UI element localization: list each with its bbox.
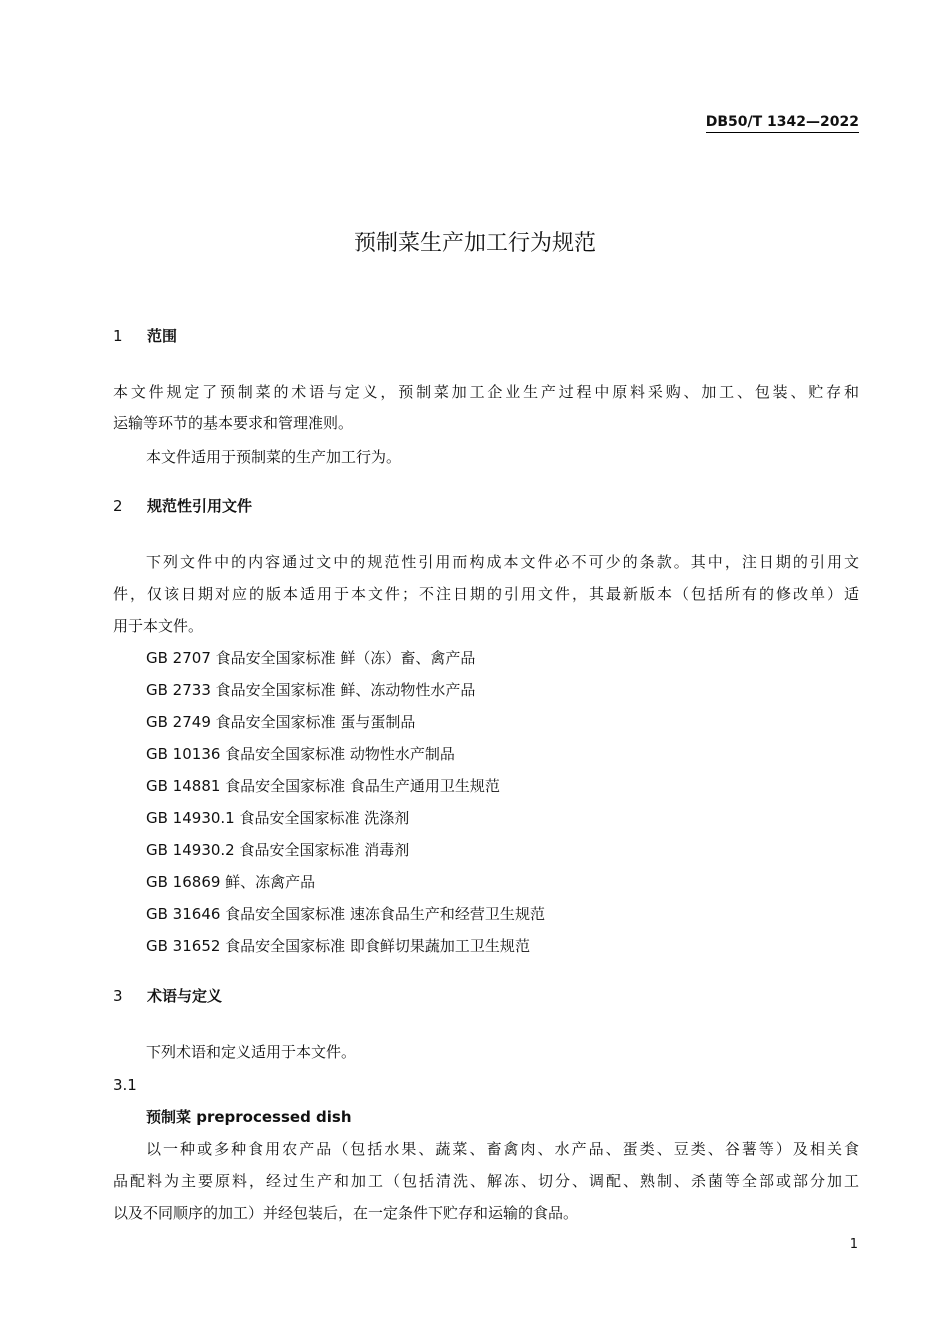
section-number: 2: [113, 497, 123, 515]
section-title: 术语与定义: [147, 987, 223, 1005]
definition-line: 以一种或多种食用农产品（包括水果、蔬菜、畜禽肉、水产品、蛋类、豆类、谷薯等）及相关食: [146, 1140, 859, 1158]
paragraph-line: 件，仅该日期对应的版本适用于本文件；不注日期的引用文件，其最新版本（包括所有的修改单）适: [113, 585, 859, 603]
reference-item: GB 10136 食品安全国家标准 动物性水产制品: [146, 745, 455, 763]
section-heading-2: [113, 496, 252, 516]
reference-item: GB 2749 食品安全国家标准 蛋与蛋制品: [146, 713, 416, 731]
reference-item: GB 14881 食品安全国家标准 食品生产通用卫生规范: [146, 777, 500, 795]
term-heading: 预制菜 preprocessed dish: [146, 1108, 352, 1126]
document-code: DB50/T 1342—2022: [706, 114, 859, 133]
page-number: 1: [849, 1237, 858, 1252]
section-number: 1: [113, 327, 123, 345]
paragraph: 下列术语和定义适用于本文件。: [146, 1043, 357, 1061]
section-title: 规范性引用文件: [147, 497, 253, 515]
paragraph-line: 运输等环节的基本要求和管理准则。: [113, 414, 354, 432]
definition-line: 以及不同顺序的加工）并经包装后，在一定条件下贮存和运输的食品。: [113, 1204, 579, 1222]
reference-item: GB 2733 食品安全国家标准 鲜、冻动物性水产品: [146, 681, 476, 699]
section-heading-1: [113, 326, 177, 346]
section-title: 范围: [147, 327, 178, 345]
document-title: 预制菜生产加工行为规范: [353, 231, 596, 256]
reference-item: GB 16869 鲜、冻禽产品: [146, 873, 316, 891]
paragraph-line: 用于本文件。: [113, 617, 204, 635]
paragraph-line: 本文件规定了预制菜的术语与定义，预制菜加工企业生产过程中原料采购、加工、包装、贮存和: [113, 383, 859, 401]
reference-item: GB 2707 食品安全国家标准 鲜（冻）畜、禽产品: [146, 649, 476, 667]
subsection-number: 3.1: [113, 1076, 137, 1094]
reference-item: GB 31646 食品安全国家标准 速冻食品生产和经营卫生规范: [146, 905, 545, 923]
definition-line: 品配料为主要原料，经过生产和加工（包括清洗、解冻、切分、调配、熟制、杀菌等全部或部分加工: [113, 1172, 859, 1190]
reference-item: GB 14930.1 食品安全国家标准 洗涤剂: [146, 809, 410, 827]
section-heading-3: [113, 986, 222, 1006]
section-number: 3: [113, 987, 123, 1005]
reference-item: GB 14930.2 食品安全国家标准 消毒剂: [146, 841, 410, 859]
paragraph-line: 下列文件中的内容通过文中的规范性引用而构成本文件必不可少的条款。其中，注日期的引用文: [146, 553, 859, 571]
paragraph: 本文件适用于预制菜的生产加工行为。: [146, 448, 402, 466]
reference-item: GB 31652 食品安全国家标准 即食鲜切果蔬加工卫生规范: [146, 937, 530, 955]
